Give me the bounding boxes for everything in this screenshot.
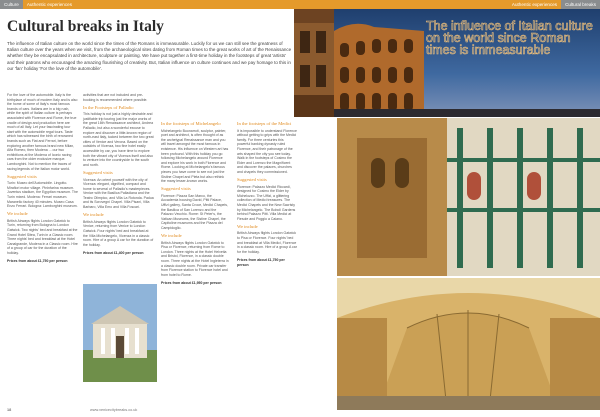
- includes-text: British Airways flights London Gatwick to Venice, returning from Venice to London Gatwick. Four nights' bed and breakfast at the Villa Michelangelo, Vicenza in a classic room. Hire of a group A car for the duration of the holiday.: [83, 219, 154, 247]
- section-label: Cultural breaks: [561, 0, 600, 9]
- price-text: Prices from about £1,750 per person: [237, 257, 285, 267]
- includes-text: British Airways flights London Gatwick to Turin, returning from Bologna to London Gatwick. Two nights' bed and breakfast at the Grand Hotel Sitea, Turin in a Classic room. Three nights' bed and breakfast at the Hotel Canalgrande, Modena in a Classic room. Hire of a group of car for the duration of the holiday.: [7, 218, 78, 255]
- villa-photo: [83, 284, 157, 382]
- galleria-photo: [337, 278, 600, 410]
- intro-paragraph: The influence of Italian culture on the world since the times of the Romans is immeasurable. Luckily for us we can still see the greatness of Italian culture over the years when we visit, from the archaeological sites dating from Roman times to the great works of art of the Renaissance whether they be encapsulated in architecture, sculpture or painting. We have put together a first-time holiday in the footsteps of great 'artists' and their patrons who encouraged the amazing flourishing of creativity. But, Italian influence on culture continues and we pay homage to this in our 'fan' holiday 'For the love of the automobile'.: [7, 41, 292, 71]
- subheading: Suggested visits: [83, 169, 113, 175]
- subheading: Suggested visits: [161, 186, 191, 192]
- column-palladio: [83, 93, 154, 259]
- column-body: Michelangelo Buonarroti, sculptor, painter, poet and architect, is often thought of as the archetypal Renaissance man and you will travel amongst the most famous in existence. His influence on Western art has been profound. With this holiday you go following Michelangelo around Florence and explore his work in both Florence and Rome. Looking at Michelangelo's famous pieces you have come to see not just the Sistine Chapel and Pieta but also rethink the many lesser-known works.: [161, 128, 229, 184]
- suggested-visits-text: Florence: Palazzo Medici Riccardi, designed for Cosimo the Elder by Michelozzo. The Uffizi, a glittering collection of Medici treasures. The Medici Chapels and the New Sacristy by Michelangelo. The Boboli Gardens behind Palazzo Pitti. Villa Medici at Fiesole and Poggio a Caiano.: [237, 184, 296, 221]
- price-text: Prices from about £1,950 per person: [161, 280, 222, 285]
- column-medici: [237, 120, 297, 271]
- top-bar-right: [300, 0, 600, 9]
- top-bar-fill: [76, 0, 300, 9]
- column-body: This holiday is not just a highly desirable and justifiable trip touring just the major works of the great 16th Renaissance architect, Andrea Palladio, but also a wonderful excuse to explore and discover a little-known region of north-east Italy, tucked between the two great cities of Venice and Verona. Based on the outskirts of Vicenza, two fine hotel easily accessible by car, you have time to explore both the vibrant city of Vicenza itself and also to venture into the countryside to the south and north.: [83, 112, 154, 167]
- subheading: We include: [83, 212, 104, 218]
- subheading: We include: [237, 223, 258, 229]
- subheading: In the footsteps of Michelangelo: [161, 121, 221, 126]
- column-automobile: [7, 93, 78, 267]
- suggested-visits-text: Florence: Piazza San Marco, the Accademia housing David, Pitti Palace, Uffizi gallery, Santa Croce, Medici Chapels, the Basilica of San Lorenzo and the Palazzo Vecchio. Rome: St Peter's, the Vatican Museums, the Sistine Chapel, the Capitoline museums and the Piazza del Campidoglio.: [161, 193, 228, 230]
- subheading: We include: [161, 233, 182, 239]
- subheading: We include: [7, 211, 28, 217]
- category-label: Authentic experiences: [23, 0, 76, 9]
- subheading: In the Footsteps of Palladio: [83, 104, 134, 110]
- suggested-visits-text: Vicenza: An orient yourself with the city of Vicenza: elegant, dignified, compact and home to several of Palladio's masterpieces. Venice with the Basilica Palladiana and the Teatro Olimpico, and Villa La Rotonda. Padua and its Scrovegni Chapel. Villa Pisani, Villa Barbaro, Villa Emo and Villa Foscari.: [83, 177, 154, 210]
- website-link[interactable]: www.venicecitybreaks.co.uk: [90, 408, 138, 412]
- subheading: Suggested visits: [237, 177, 267, 183]
- includes-text: British Airways flights London Gatwick to Pisa or Florence. Four nights' bed and breakfast at Villa Medici, Florence in a classic room. Hire of a group A car for the holiday.: [237, 231, 297, 254]
- page-number: 18: [7, 408, 12, 412]
- category-label: Authentic experiences: [508, 0, 561, 9]
- suggested-visits-text: Turin: Museo dell'Automobile. Lingotto. Mirafiori motor village. Pininfarina museum. Juventus stadium, the Egyptian museum. The Turin mixed. Modena: Ferrari museum. Maranello factory 40 minutes. Museo Casa Enzo Ferrari. Bologna: Lamborghini museum.: [7, 181, 78, 209]
- top-bar-fill: [300, 0, 508, 9]
- includes-text: British Airways flights London Gatwick to Pisa or Florence, returning from Rome to London. Three nights at the Hotel Helvetia and Bristol, Florence, in a classic double room. Three nights at the Hotel Ingleterra in a classic double room. Private car transfer from Florence station to Florence hotel and from hotel to Rome.: [161, 240, 229, 277]
- subheading: In the footsteps of the Medici: [237, 121, 292, 126]
- section-label: Culture: [0, 0, 23, 9]
- price-text: Prices from about £1,750 per person: [7, 259, 68, 264]
- florence-duomo-photo: [337, 118, 600, 276]
- column-body: For the love of the automobile. Italy is the birthplace of much of modern Italy and is also the home of some of Italy's most famous brands of cars. Italians are in a big rush, while the spirit of Italian culture is perhaps associated with Florence and Rome, the true cradle of design and production here are much of all Italy. Let your fascinating tour start with the automobile regal tours. Taste which has witnessed the birth of renowned brands such as Fiat and Ferrari, before exploring another famous brand new Milan, Alfa Romeo, then Modena ... our two exhibitions at the Modena of Iconic racing cars from the older exclusive marque. Lamborghini. Not to mention the traces of racing legends of the Italian motor world.: [7, 93, 78, 171]
- top-bar-left: [0, 0, 300, 9]
- page-title: Cultural breaks in Italy: [7, 18, 164, 35]
- column-michelangelo: [161, 120, 229, 289]
- subheading: Suggested visits: [7, 173, 37, 179]
- price-text: Prices from about £1,400 per person: [83, 250, 144, 255]
- column-body: activities that are not included and pre-booking is recommended where possible.: [83, 93, 148, 102]
- building-photo: [294, 9, 334, 117]
- pull-quote: The influence of Italian culture on the world since Roman times is immeasurable: [426, 19, 593, 57]
- column-body: It is impossible to understand Florence without getting to grips with the Medici family. For three centuries this powerful banking dynasty ruled Florence, and their patronage of the arts shaped the city you see today. Walk in the footsteps of Cosimo the Elder and Lorenzo the Magnificent and discover the palaces, churches and chapels they commissioned.: [237, 128, 297, 174]
